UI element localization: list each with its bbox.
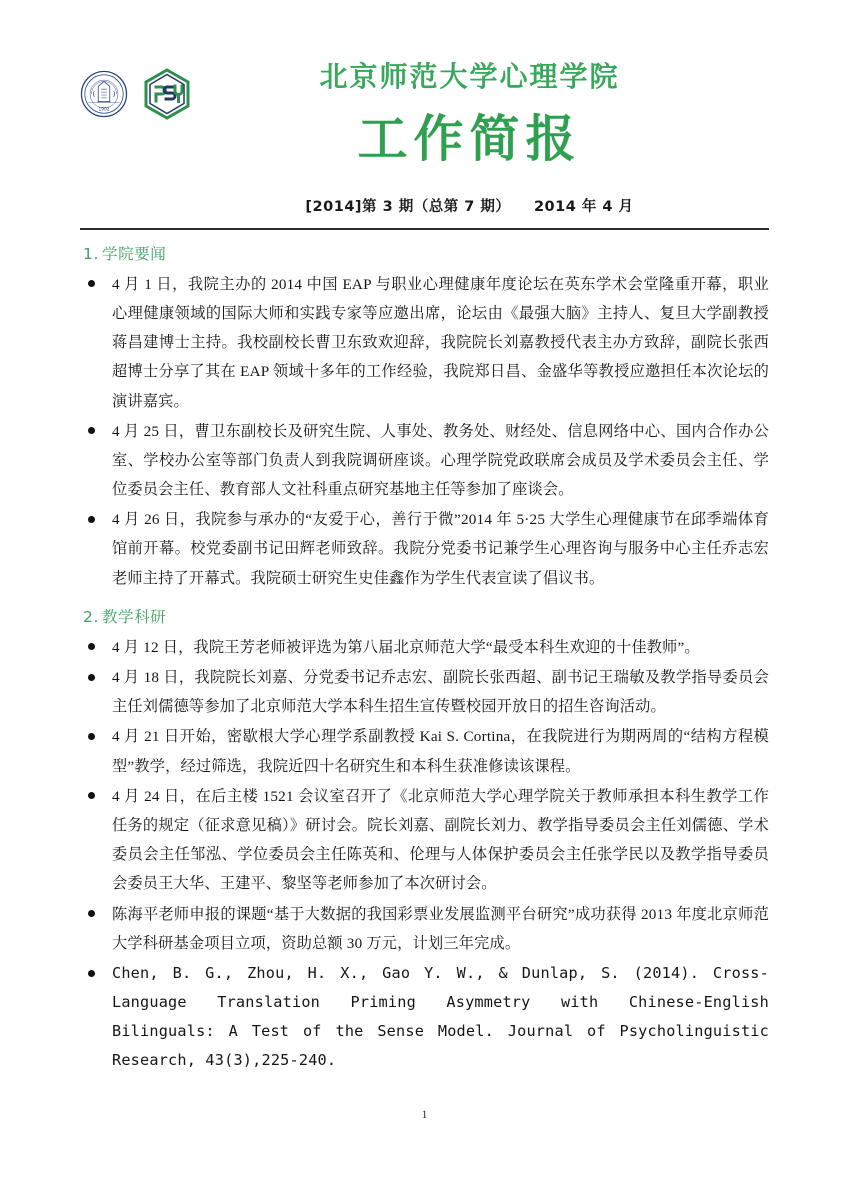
list-item (80, 782, 769, 899)
issue-line (170, 195, 769, 216)
list-item-text: 4 月 24 日，在后主楼 1521 会议室召开了《北京师范大学心理学院关于教师承担本科生教学工作任务的规定（征求意见稿）》研讨会。院长刘嘉、副院长刘力、教学指导委员会主任刘儒德、学术委员会主任邹泓、学位委员会主任陈英和、伦理与人体保护委员会主任张学民以及教学指导委员会委员王大华、王建平、黎坚等老师参加了本次研讨会。 (112, 787, 769, 893)
list-item (80, 417, 769, 505)
section-college-news (80, 242, 769, 593)
bullet-dot-icon (88, 674, 95, 681)
school-name: 北京师范大学心理学院 (319, 60, 620, 93)
section-teaching-research (80, 605, 769, 1076)
issue-date: 2014 年 4 月 (533, 198, 634, 215)
list-item (80, 505, 769, 593)
bullet-dot-icon (88, 427, 95, 434)
list-item-text: 4 月 1 日，我院主办的 2014 中国 EAP 与职业心理健康年度论坛在英东学术会堂隆重开幕，职业心理健康领域的国际大师和实践专家等应邀出席，论坛由《最强大脑》主持人、复旦大学副教授蒋昌建博士主持。我校副校长曹卫东致欢迎辞，我院院长刘嘉教授代表主办方致辞，副院长张西超博士分享了其在 EAP 领域十多年的工作经验，我院郑日昌、金盛华等教授应邀担任本次论坛的演讲嘉宾。 (112, 275, 769, 410)
list-item (80, 270, 769, 416)
bullet-dot-icon (88, 733, 95, 740)
list-item-reference (80, 959, 769, 1076)
masthead-text (170, 62, 769, 216)
header-divider (80, 228, 769, 230)
list-item-text: 陈海平老师申报的课题“基于大数据的我国彩票业发展监测平台研究”成功获得 2013 年度北京师范大学科研基金项目立项，资助总额 30 万元，计划三年完成。 (112, 905, 769, 952)
list-item-text: 4 月 26 日，我院参与承办的“友爱于心，善行于微”2014 年 5·25 大学生心理健康节在邱季端体育馆前开幕。校党委副书记田辉老师致辞。我院分党委书记兼学生心理咨询与服务中心主任乔志宏老师主持了开幕式。我院硕士研究生史佳鑫作为学生代表宣读了倡议书。 (112, 511, 769, 587)
section-number: 2. (83, 607, 99, 626)
issue-number: [2014]第 3 期（总第 7 期） (305, 198, 511, 215)
bullet-dot-icon (88, 516, 95, 523)
list-item (80, 663, 769, 721)
bullet-dot-icon (88, 643, 95, 650)
news-list (80, 270, 769, 593)
page-title: 工作简报 (357, 110, 582, 167)
research-list (80, 633, 769, 1076)
section-title: 教学科研 (102, 607, 167, 626)
list-item (80, 722, 769, 780)
section-heading (83, 605, 769, 627)
section-title: 学院要闻 (102, 244, 167, 263)
list-item (80, 900, 769, 958)
list-item-text: 4 月 18 日，我院院长刘嘉、分党委书记乔志宏、副院长张西超、副书记王瑞敏及教学指导委员会主任刘儒德等参加了北京师范大学本科生招生宣传暨校园开放日的招生咨询活动。 (112, 669, 769, 716)
bnu-circular-seal-icon (80, 70, 128, 118)
bullet-dot-icon (88, 280, 95, 287)
list-item-text: 4 月 21 日开始，密歇根大学心理学系副教授 Kai S. Cortina，在我院进行为期两周的“结构方程模型”教学，经过筛选，我院近四十名研究生和本科生获准修读该课程。 (112, 728, 769, 775)
masthead (80, 0, 769, 216)
list-item (80, 633, 769, 662)
page-number: 1 (421, 1107, 428, 1121)
reference-citation-text: Chen, B. G., Zhou, H. X., Gao Y. W., & Dunlap, S. (2014). Cross-Language Translation Priming Asymmetry with Chinese-English Bilinguals: A Test of the Sense Model. Journal of Psycholinguistic Research, 43(3),225-240. (112, 963, 769, 1070)
section-number: 1. (83, 244, 99, 263)
section-heading (83, 242, 769, 264)
list-item-text: 4 月 25 日，曹卫东副校长及研究生院、人事处、教务处、财经处、信息网络中心、国内合作办公室、学校办公室等部门负责人到我院调研座谈。心理学院党政联席会成员及学术委员会主任、学位委员会主任、教育部人文社科重点研究基地主任等参加了座谈会。 (112, 422, 769, 499)
bullet-dot-icon (88, 910, 95, 917)
list-item-text: 4 月 12 日，我院王芳老师被评选为第八届北京师范大学“最受本科生欢迎的十佳教师”。 (112, 638, 700, 656)
bullet-dot-icon (88, 970, 95, 977)
svg-text:1902: 1902 (98, 107, 110, 113)
bullet-dot-icon (88, 792, 95, 799)
